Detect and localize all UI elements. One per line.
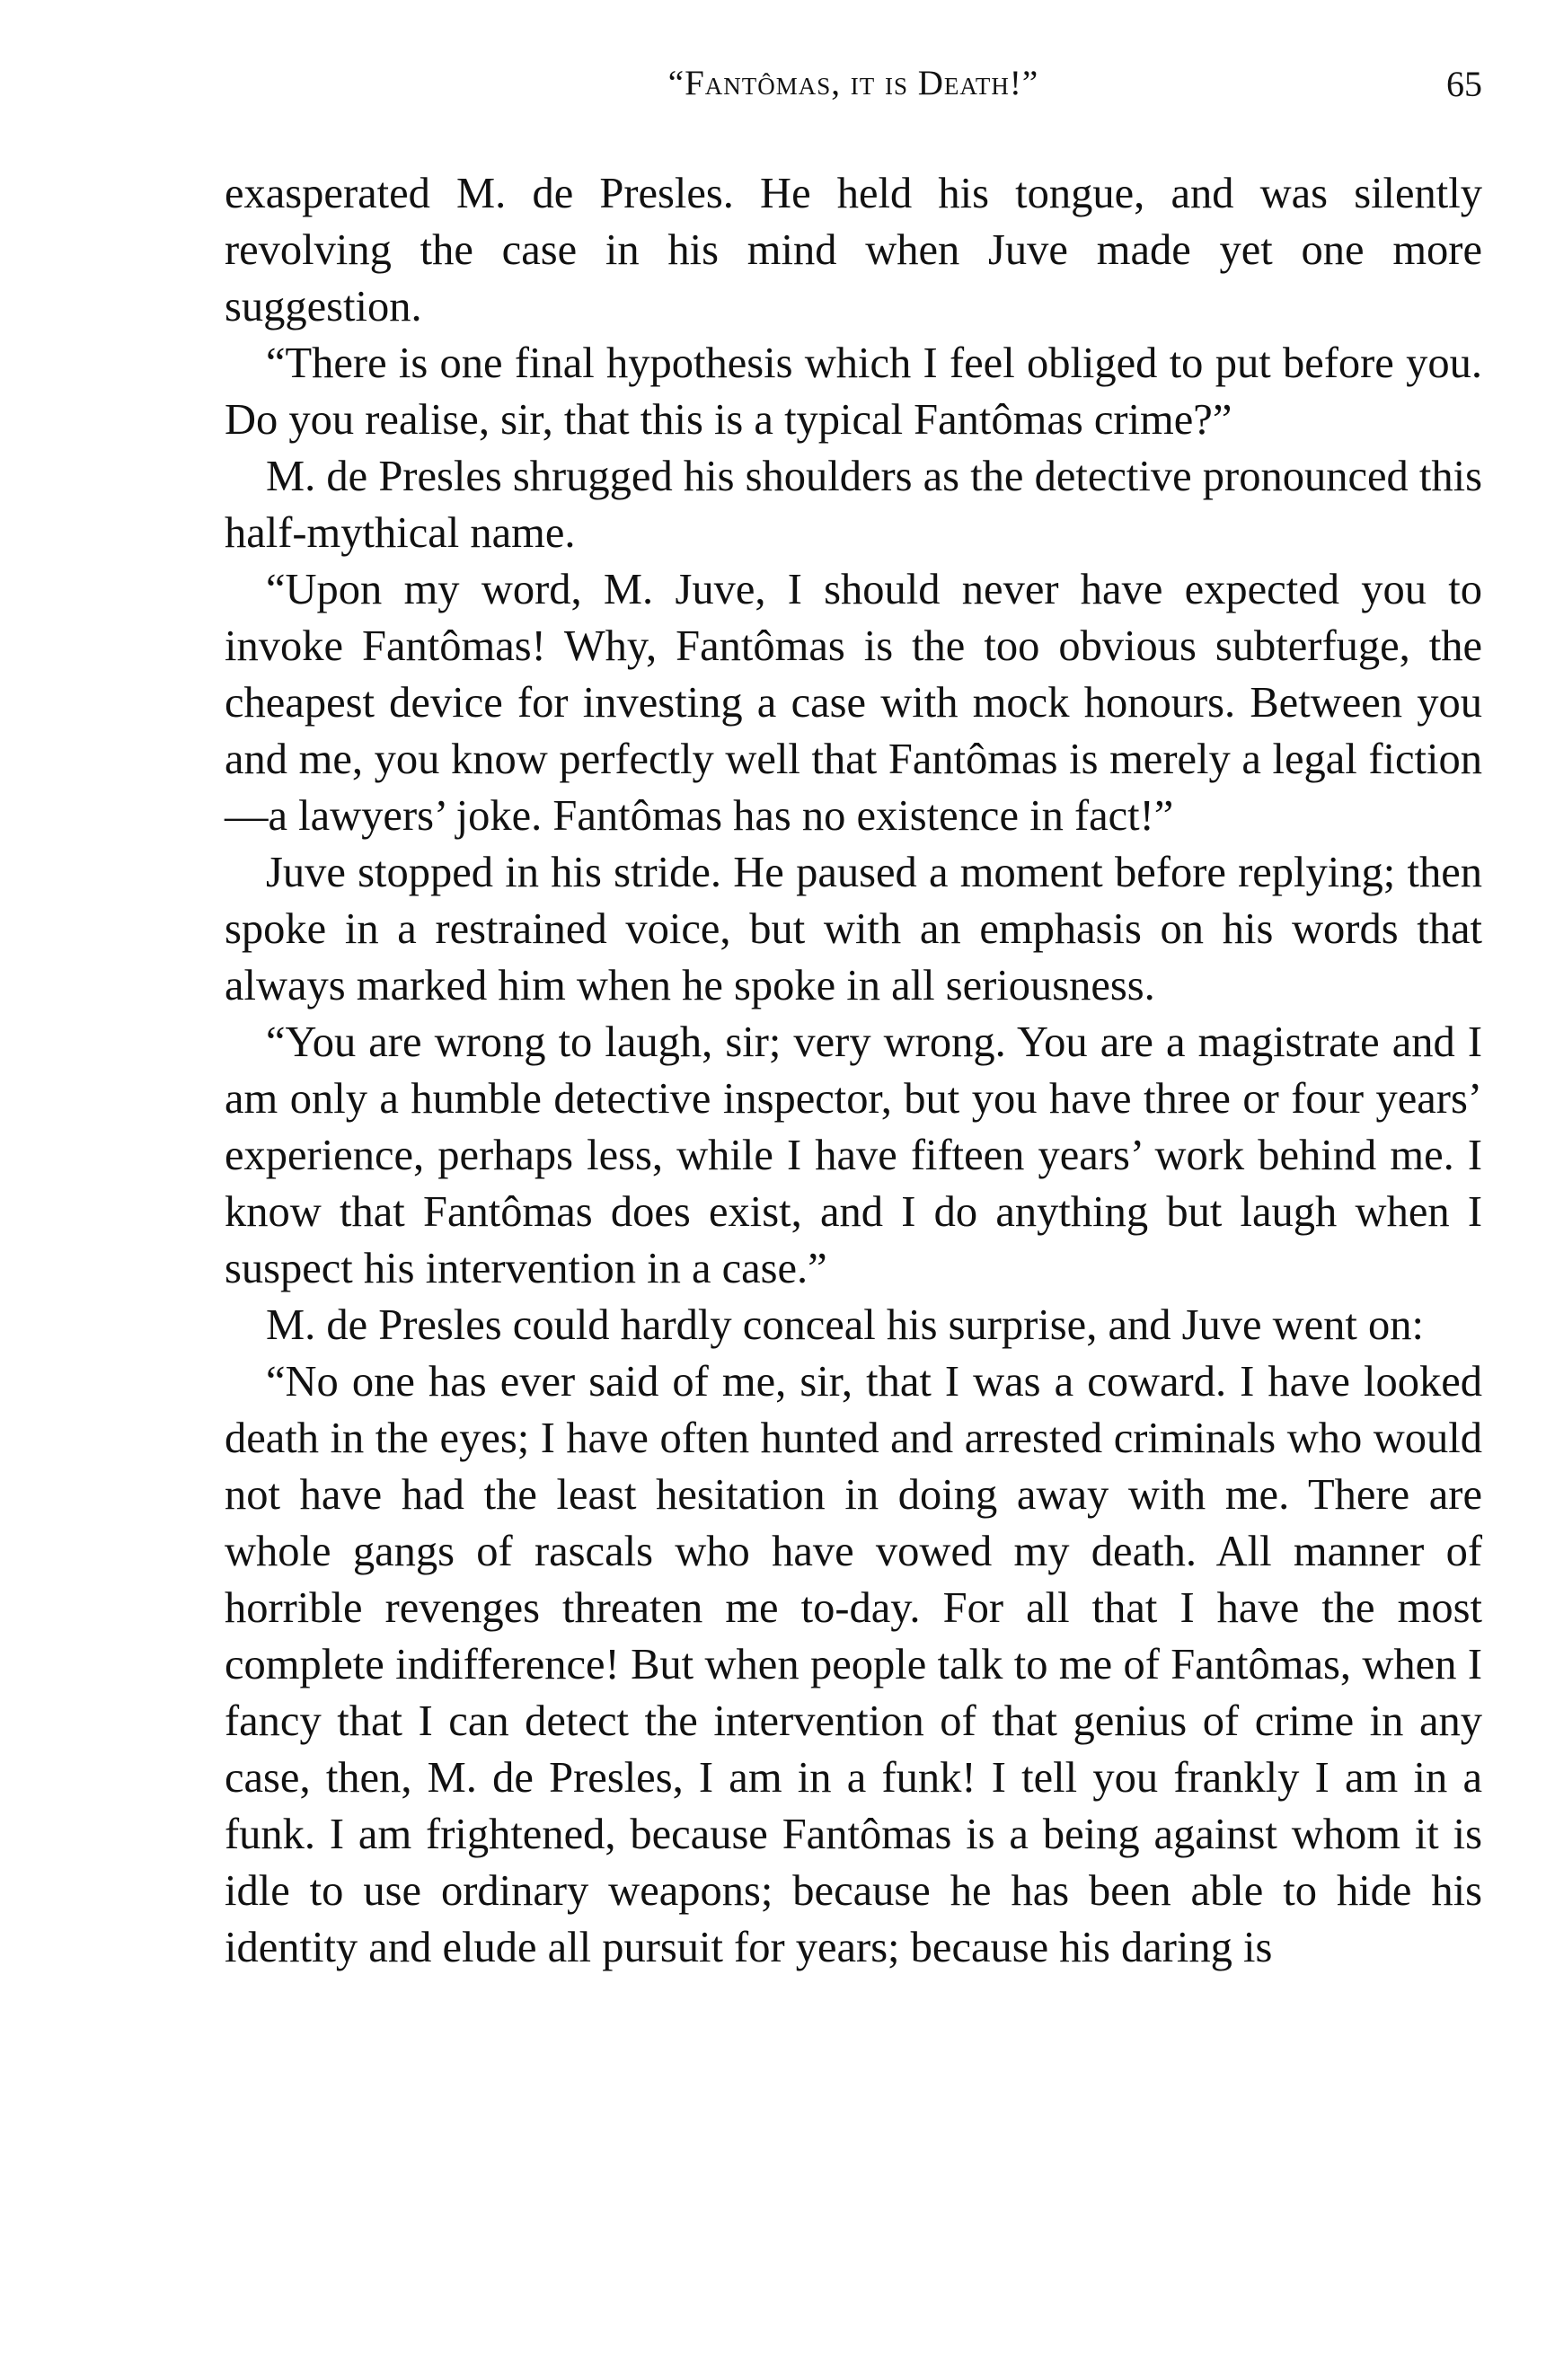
paragraph: “There is one final hypothesis which I feel obliged to put before you. Do you realise, sir, that this is a typical Fantômas crime?” bbox=[225, 339, 1482, 444]
body-text bbox=[225, 165, 1482, 1976]
running-head bbox=[225, 63, 1482, 117]
paragraph: “You are wrong to laugh, sir; very wrong. You are a magistrate and I am only a humble detective inspector, but you have three or four years’ experience, perhaps less, while I have fifteen years’ work behind me. I know that Fantômas does exist, and I do anything but laugh when I suspect his intervention in a case.” bbox=[225, 1018, 1482, 1292]
paragraph: M. de Presles shrugged his shoulders as the detective pronounced this half-mythical name. bbox=[225, 453, 1482, 557]
paragraph: Juve stopped in his stride. He paused a moment before replying; then spoke in a restrained voice, but with an emphasis on his words that always marked him when he spoke in all seriousness. bbox=[225, 849, 1482, 1009]
paragraph: “No one has ever said of me, sir, that I was a coward. I have looked death in the eyes; I have often hunted and arrested criminals who would not have had the least hesitation in doing away with me. There are whole gangs of rascals who have vowed my death. All manner of horrible revenges threaten me to-day. For all that I have the most complete indifference! But when people talk to me of Fantômas, when I fancy that I can detect the intervention of that genius of crime in any case, then, M. de Presles, I am in a funk! I tell you frankly I am in a funk. I am frightened, because Fantômas is a being against whom it is idle to use ordinary weapons; because he has been able to hide his identity and elude all pursuit for years; because his daring is bbox=[225, 1358, 1482, 1971]
paragraph: M. de Presles could hardly conceal his surprise, and Juve went on: bbox=[266, 1301, 1424, 1349]
paragraph-continued: exasperated M. de Presles. He held his tongue, and was silently revolving the case in his mind when Juve made yet one more suggestion. bbox=[225, 170, 1482, 331]
page-number: 65 bbox=[1446, 64, 1482, 104]
running-title: “Fantômas, it is Death!” bbox=[667, 64, 1039, 102]
paragraph: “Upon my word, M. Juve, I should never have expected you to invoke Fantômas! Why, Fantômas is the too obvious subterfuge, the cheapest device for investing a case with mock honours. Between you and me, you know perfectly well that Fantômas is merely a legal fiction—a lawyers’ joke. Fantômas has no existence in fact!” bbox=[225, 566, 1482, 840]
